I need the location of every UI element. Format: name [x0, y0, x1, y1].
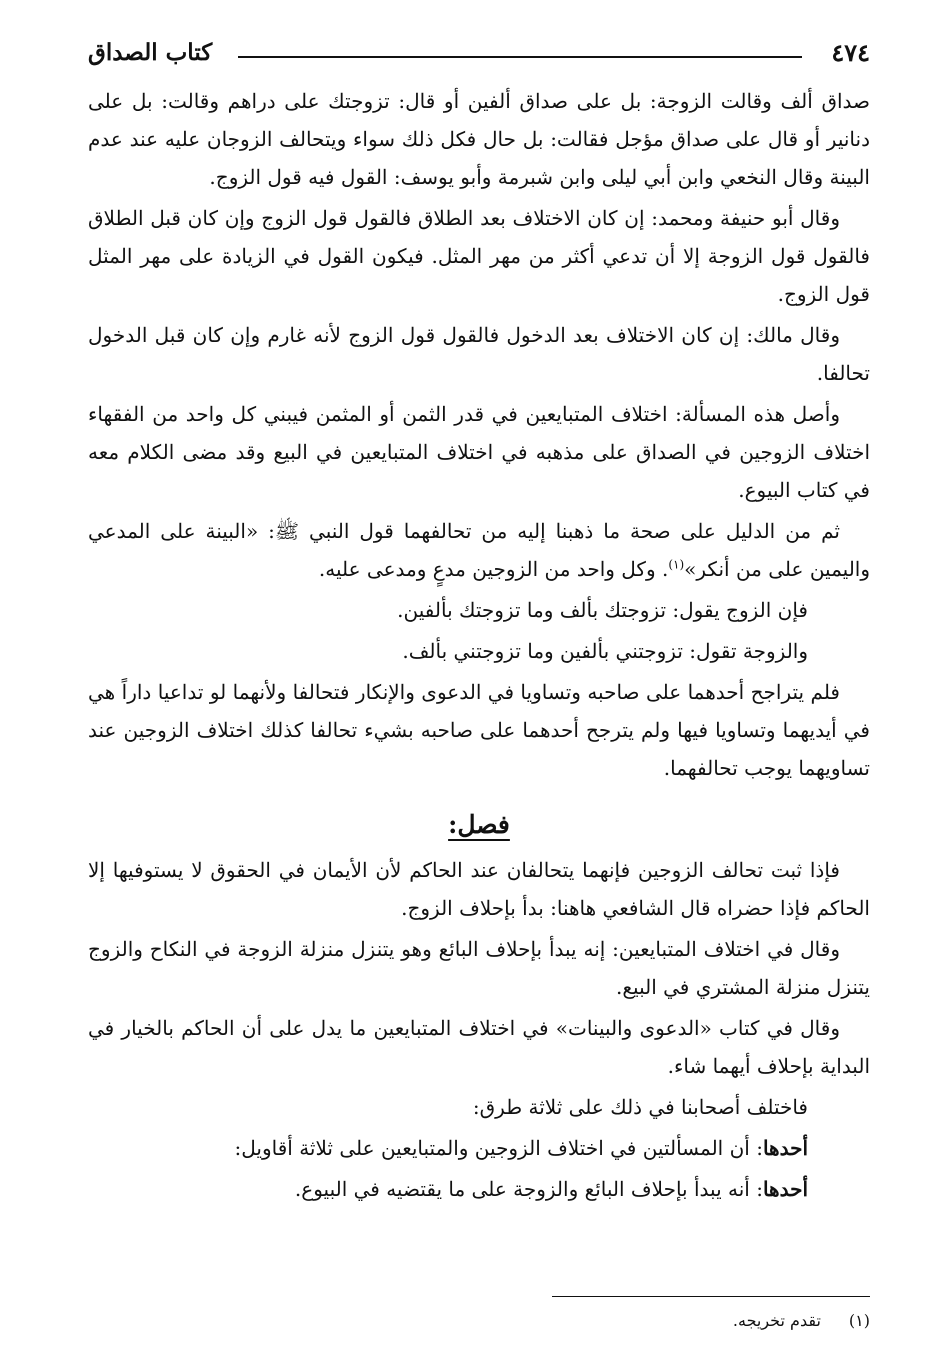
book-page [88, 28, 870, 1348]
footnote-reference: (١) [668, 557, 685, 572]
paragraph: فإن الزوج يقول: تزوجتك بألف وما تزوجتك بألفين. [397, 598, 808, 622]
item-text: : أن المسألتين في اختلاف الزوجين والمتبايعين على ثلاثة أقاويل: [234, 1136, 763, 1160]
item-label: أحدها [762, 1177, 808, 1201]
page-body [88, 82, 870, 1211]
header-rule [238, 56, 802, 58]
list-item [88, 1129, 870, 1167]
paragraph: فاختلف أصحابنا في ذلك على ثلاثة طرق: [472, 1095, 808, 1119]
footnote-divider [552, 1296, 870, 1297]
running-title: كتاب الصداق [88, 39, 213, 66]
footnote-marker: (١) [848, 1311, 870, 1330]
paragraph: وقال في اختلاف المتبايعين: إنه يبدأ بإحلاف البائع وهو يتنزل منزلة الزوجة في النكاح والزوج يتنزل منزلة المشتري في البيع. [88, 937, 870, 999]
paragraph: وقال مالك: إن كان الاختلاف بعد الدخول فالقول قول الزوج لأنه غارم وإن كان قبل الدخول تحالفا. [88, 323, 870, 385]
footnote [733, 1306, 870, 1336]
section-heading: فصل: [448, 810, 510, 839]
paragraph-text: . وكل واحد من الزوجين مدعٍ ومدعى عليه. [318, 557, 669, 581]
footnote-text: تقدم تخريجه. [732, 1311, 821, 1330]
page-header [88, 28, 870, 68]
item-text: : أنه يبدأ بإحلاف البائع والزوجة على ما يقتضيه في البيوع. [294, 1177, 763, 1201]
paragraph: فلم يتراجح أحدهما على صاحبه وتساويا في الدعوى والإنكار فتحالفا ولأنهما لو تداعيا داراً هي في أيديهما وتساويا فيها ولم يترجح أحدهما على صاحبه بشيء تحالفا كذلك اختلاف الزوجين عند تساويهما يوجب تحالفهما. [88, 680, 870, 780]
paragraph: وقال في كتاب «الدعوى والبينات» في اختلاف المتبايعين ما يدل على أن الحاكم بالخيار في البداية بإحلاف أيهما شاء. [88, 1016, 870, 1078]
paragraph: فإذا ثبت تحالف الزوجين فإنهما يتحالفان عند الحاكم لأن الأيمان في الحقوق لا يستوفيها إلا الحاكم فإذا حضراه قال الشافعي هاهنا: بدأ بإحلاف الزوج. [88, 858, 870, 920]
paragraph: وأصل هذه المسألة: اختلاف المتبايعين في قدر الثمن أو المثمن فيبني كل واحد من الفقهاء اختلاف الزوجين في الصداق على مذهبه في اختلاف المتبايعين في البيع وقد مضى الكلام معه في كتاب البيوع. [88, 402, 870, 502]
paragraph-with-hadith [88, 512, 870, 588]
page-number: ٤٧٤ [831, 38, 870, 67]
item-label: أحدها [762, 1136, 808, 1160]
paragraph-text: ثم من الدليل على صحة ما ذهبنا إليه من تحالفهما قول النبي ﷺ: «البينة على المدعي واليمين على من أنكر» [88, 519, 870, 581]
paragraph: وقال أبو حنيفة ومحمد: إن كان الاختلاف بعد الطلاق فالقول قول الزوج وإن كان قبل الطلاق فالقول قول الزوجة إلا أن تدعي أكثر من مهر المثل. فيكون القول في الزيادة على مهر المثل قول الزوج. [88, 206, 870, 306]
paragraph: صداق ألف وقالت الزوجة: بل على صداق ألفين أو قال: تزوجتك على دراهم وقالت: بل على دنانير أو قال على صداق مؤجل فقالت: بل حال فكل ذلك سواء ويتحالف الزوجان عليه عند عدم البينة وقال النخعي وابن أبي ليلى وابن شبرمة وأبو يوسف: القول فيه قول الزوج. [88, 89, 871, 189]
paragraph: والزوجة تقول: تزوجتني بألفين وما تزوجتني بألف. [402, 639, 808, 663]
list-item [88, 1170, 870, 1208]
